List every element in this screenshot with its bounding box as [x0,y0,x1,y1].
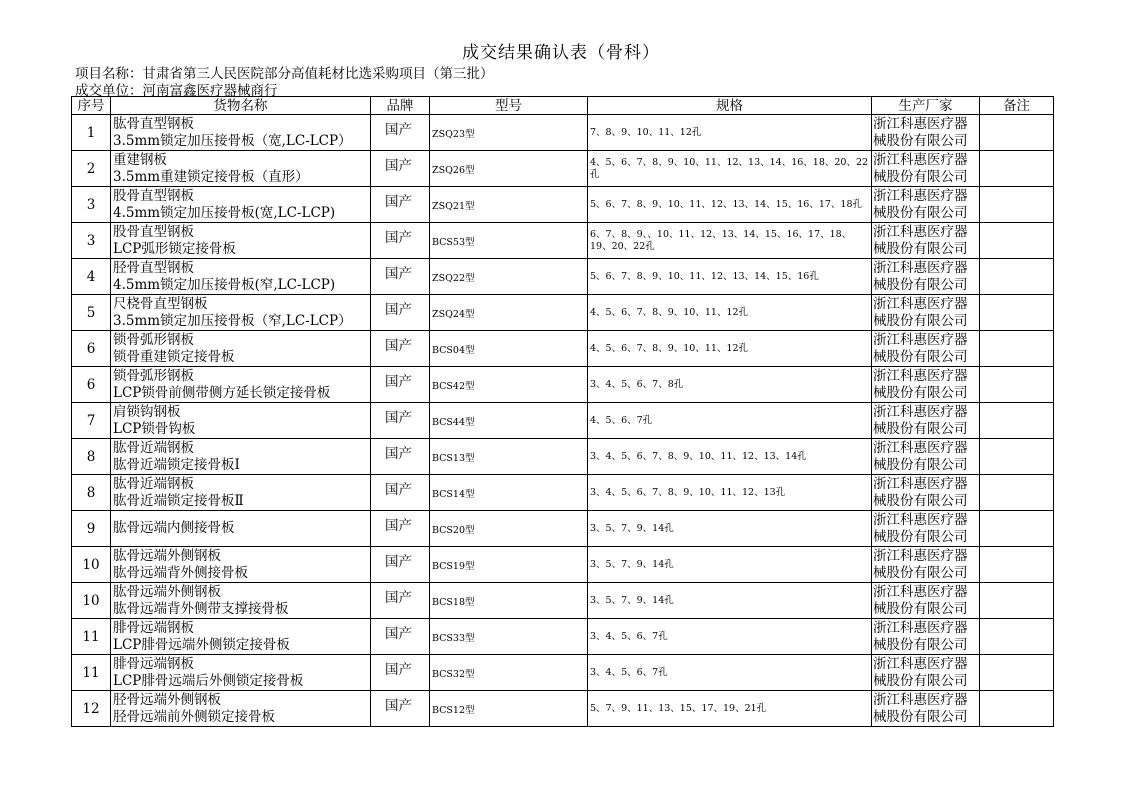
table-row [72,439,1054,475]
cell-note [980,511,1054,547]
name-line-1: 股骨直型钢板 [113,223,194,240]
cell-name [111,547,371,583]
maker-line-2: 械股份有限公司 [873,168,968,185]
cell-model: BCS32型 [430,655,588,691]
name-line-2: 3.5mm重建锁定接骨板（直形） [113,168,309,185]
name-line-1: 肱骨近端钢板 [113,475,194,492]
cell-model: ZSQ23型 [430,115,588,151]
cell-maker [872,511,980,547]
name-line-1: 股骨直型钢板 [113,187,194,204]
cell-spec: 5、6、7、8、9、10、11、12、13、14、15、16、17、18孔 [588,187,872,223]
cell-note [980,619,1054,655]
name-line-2: 肱骨远端背外侧带支撑接骨板 [113,600,289,617]
header-name: 货物名称 [111,97,371,115]
name-line-2: 肱骨远端背外侧接骨板 [113,564,248,581]
maker-line-2: 械股份有限公司 [873,636,968,653]
maker-line-2: 械股份有限公司 [873,600,968,617]
cell-maker [872,223,980,259]
table-row [72,511,1054,547]
cell-maker [872,655,980,691]
maker-line-1: 浙江科惠医疗器 [873,547,968,564]
name-line-1: 锁骨弧形钢板 [113,367,194,384]
cell-seq: 6 [72,331,111,367]
table-row [72,295,1054,331]
cell-spec: 5、6、7、8、9、10、11、12、13、14、15、16孔 [588,259,872,295]
name-line-2: 4.5mm锁定加压接骨板(宽,LC-LCP) [113,204,336,221]
maker-line-1: 浙江科惠医疗器 [873,151,968,168]
cell-model: BCS14型 [430,475,588,511]
project-name: 项目名称：甘肃省第三人民医院部分高值耗材比选采购项目（第三批） [75,66,494,82]
cell-name [111,511,371,547]
cell-model: BCS42型 [430,367,588,403]
cell-model: BCS04型 [430,331,588,367]
maker-line-1: 浙江科惠医疗器 [873,331,968,348]
cell-spec: 3、4、5、6、7、8孔 [588,367,872,403]
cell-maker [872,259,980,295]
table-row [72,655,1054,691]
cell-brand: 国产 [371,403,430,439]
cell-brand: 国产 [371,691,430,727]
cell-spec: 5、7、9、11、13、15、17、19、21孔 [588,691,872,727]
table-row [72,475,1054,511]
cell-seq: 10 [72,583,111,619]
maker-line-2: 械股份有限公司 [873,708,968,725]
name-line-2: LCP锁骨钩板 [113,420,196,437]
name-line-1: 肩锁钩钢板 [113,403,181,420]
cell-seq: 8 [72,439,111,475]
cell-spec: 3、4、5、6、7孔 [588,655,872,691]
cell-seq: 9 [72,511,111,547]
cell-seq: 4 [72,259,111,295]
maker-line-1: 浙江科惠医疗器 [873,367,968,384]
cell-note [980,187,1054,223]
cell-maker [872,295,980,331]
maker-line-2: 械股份有限公司 [873,420,968,437]
header-maker: 生产厂家 [872,97,980,115]
cell-name [111,403,371,439]
name-line-1: 肱骨远端内侧接骨板 [113,520,235,536]
cell-name [111,439,371,475]
maker-line-2: 械股份有限公司 [873,240,968,257]
cell-name [111,331,371,367]
maker-line-2: 械股份有限公司 [873,312,968,329]
cell-brand: 国产 [371,547,430,583]
cell-spec: 4、5、6、7、8、9、10、11、12、13、14、16、18、20、22孔 [588,151,872,187]
name-line-2: 3.5mm锁定加压接骨板（窄,LC-LCP） [113,312,352,329]
cell-spec: 4、5、6、7孔 [588,403,872,439]
table-row [72,619,1054,655]
cell-model: BCS13型 [430,439,588,475]
cell-model: ZSQ26型 [430,151,588,187]
maker-line-1: 浙江科惠医疗器 [873,511,968,528]
cell-maker [872,475,980,511]
table-row [72,547,1054,583]
table-row [72,331,1054,367]
table-row [72,115,1054,151]
maker-line-1: 浙江科惠医疗器 [873,403,968,420]
cell-note [980,691,1054,727]
cell-name [111,187,371,223]
cell-seq: 11 [72,619,111,655]
name-line-1: 肱骨远端外侧钢板 [113,583,221,600]
name-line-1: 尺桡骨直型钢板 [113,295,208,312]
name-line-2: LCP腓骨远端外侧锁定接骨板 [113,636,290,653]
cell-spec: 6、7、8、9、、10、11、12、13、14、15、16、17、18、19、20、22孔 [588,223,872,259]
cell-model: BCS20型 [430,511,588,547]
cell-name [111,619,371,655]
name-line-1: 肱骨直型钢板 [113,115,194,132]
maker-line-2: 械股份有限公司 [873,672,968,689]
cell-note [980,223,1054,259]
table-row [72,151,1054,187]
table-row [72,403,1054,439]
cell-maker [872,115,980,151]
maker-line-1: 浙江科惠医疗器 [873,619,968,636]
cell-brand: 国产 [371,259,430,295]
maker-line-1: 浙江科惠医疗器 [873,583,968,600]
maker-line-2: 械股份有限公司 [873,564,968,581]
maker-line-2: 械股份有限公司 [873,384,968,401]
maker-line-1: 浙江科惠医疗器 [873,691,968,708]
cell-name [111,367,371,403]
header-note: 备注 [980,97,1054,115]
maker-line-1: 浙江科惠医疗器 [873,223,968,240]
cell-name [111,583,371,619]
name-line-1: 重建钢板 [113,151,167,168]
cell-brand: 国产 [371,439,430,475]
cell-seq: 7 [72,403,111,439]
cell-name [111,151,371,187]
table-row [72,367,1054,403]
cell-seq: 6 [72,367,111,403]
cell-name [111,223,371,259]
maker-line-1: 浙江科惠医疗器 [873,439,968,456]
cell-name [111,295,371,331]
cell-note [980,151,1054,187]
maker-line-1: 浙江科惠医疗器 [873,655,968,672]
cell-maker [872,619,980,655]
cell-note [980,115,1054,151]
name-line-2: LCP锁骨前侧带侧方延长锁定接骨板 [113,384,331,401]
cell-model: BCS33型 [430,619,588,655]
maker-line-1: 浙江科惠医疗器 [873,259,968,276]
maker-line-2: 械股份有限公司 [873,132,968,149]
result-table [71,96,1054,727]
maker-line-2: 械股份有限公司 [873,492,968,509]
header-spec: 规格 [588,97,872,115]
cell-brand: 国产 [371,187,430,223]
cell-note [980,439,1054,475]
cell-seq: 10 [72,547,111,583]
name-line-2: 胫骨远端前外侧锁定接骨板 [113,708,275,725]
cell-maker [872,187,980,223]
cell-note [980,259,1054,295]
cell-seq: 2 [72,151,111,187]
cell-note [980,295,1054,331]
name-line-1: 胫骨直型钢板 [113,259,194,276]
cell-maker [872,367,980,403]
cell-brand: 国产 [371,655,430,691]
name-line-1: 胫骨远端外侧钢板 [113,691,221,708]
maker-line-2: 械股份有限公司 [873,348,968,365]
header-brand: 品牌 [371,97,430,115]
cell-maker [872,583,980,619]
cell-note [980,655,1054,691]
cell-model: BCS12型 [430,691,588,727]
cell-spec: 7、8、9、10、11、12孔 [588,115,872,151]
header-seq: 序号 [72,97,111,115]
page-title: 成交结果确认表（骨科） [462,43,660,63]
cell-model: ZSQ21型 [430,187,588,223]
cell-model: ZSQ24型 [430,295,588,331]
cell-model: ZSQ22型 [430,259,588,295]
cell-seq: 5 [72,295,111,331]
maker-line-1: 浙江科惠医疗器 [873,475,968,492]
cell-spec: 3、4、5、6、7、8、9、10、11、12、13孔 [588,475,872,511]
table-row [72,187,1054,223]
cell-spec: 4、5、6、7、8、9、10、11、12孔 [588,295,872,331]
cell-name [111,691,371,727]
maker-line-2: 械股份有限公司 [873,204,968,221]
cell-spec: 3、4、5、6、7孔 [588,619,872,655]
cell-seq: 12 [72,691,111,727]
cell-note [980,403,1054,439]
cell-brand: 国产 [371,295,430,331]
cell-model: BCS19型 [430,547,588,583]
cell-maker [872,547,980,583]
name-line-2: 锁骨重建锁定接骨板 [113,348,235,365]
name-line-1: 肱骨远端外侧钢板 [113,547,221,564]
cell-brand: 国产 [371,619,430,655]
cell-note [980,331,1054,367]
maker-line-2: 械股份有限公司 [873,456,968,473]
table-row [72,583,1054,619]
table-row [72,691,1054,727]
name-line-2: 肱骨近端锁定接骨板Ⅱ [113,492,244,509]
cell-maker [872,403,980,439]
name-line-2: 4.5mm锁定加压接骨板(窄,LC-LCP) [113,276,336,293]
name-line-2: LCP腓骨远端后外侧锁定接骨板 [113,672,304,689]
cell-spec: 3、4、5、6、7、8、9、10、11、12、13、14孔 [588,439,872,475]
cell-maker [872,331,980,367]
cell-note [980,547,1054,583]
cell-brand: 国产 [371,511,430,547]
cell-seq: 3 [72,223,111,259]
cell-spec: 3、5、7、9、14孔 [588,583,872,619]
name-line-2: 3.5mm锁定加压接骨板（宽,LC-LCP） [113,132,352,149]
cell-brand: 国产 [371,223,430,259]
cell-name [111,115,371,151]
cell-maker [872,439,980,475]
name-line-1: 肱骨近端钢板 [113,439,194,456]
maker-line-2: 械股份有限公司 [873,276,968,293]
name-line-2: LCP弧形锁定接骨板 [113,240,236,257]
name-line-1: 腓骨远端钢板 [113,619,194,636]
cell-seq: 8 [72,475,111,511]
maker-line-2: 械股份有限公司 [873,528,968,545]
table-row [72,223,1054,259]
cell-brand: 国产 [371,151,430,187]
cell-brand: 国产 [371,331,430,367]
cell-name [111,475,371,511]
cell-model: BCS53型 [430,223,588,259]
cell-brand: 国产 [371,367,430,403]
table-row [72,259,1054,295]
cell-name [111,259,371,295]
cell-seq: 1 [72,115,111,151]
cell-seq: 11 [72,655,111,691]
name-line-2: 肱骨近端锁定接骨板Ⅰ [113,456,240,473]
maker-line-1: 浙江科惠医疗器 [873,187,968,204]
cell-spec: 3、5、7、9、14孔 [588,547,872,583]
cell-maker [872,151,980,187]
cell-maker [872,691,980,727]
name-line-1: 腓骨远端钢板 [113,655,194,672]
header-model: 型号 [430,97,588,115]
cell-spec: 4、5、6、7、8、9、10、11、12孔 [588,331,872,367]
cell-model: BCS18型 [430,583,588,619]
cell-note [980,583,1054,619]
cell-name [111,655,371,691]
cell-spec: 3、5、7、9、14孔 [588,511,872,547]
cell-brand: 国产 [371,115,430,151]
table-header-row [72,97,1054,115]
cell-brand: 国产 [371,583,430,619]
cell-seq: 3 [72,187,111,223]
cell-note [980,367,1054,403]
cell-note [980,475,1054,511]
supplier-name: 成交单位：河南富鑫医疗器械商行 [75,83,278,99]
cell-brand: 国产 [371,475,430,511]
maker-line-1: 浙江科惠医疗器 [873,115,968,132]
maker-line-1: 浙江科惠医疗器 [873,295,968,312]
cell-model: BCS44型 [430,403,588,439]
name-line-1: 锁骨弧形钢板 [113,331,194,348]
